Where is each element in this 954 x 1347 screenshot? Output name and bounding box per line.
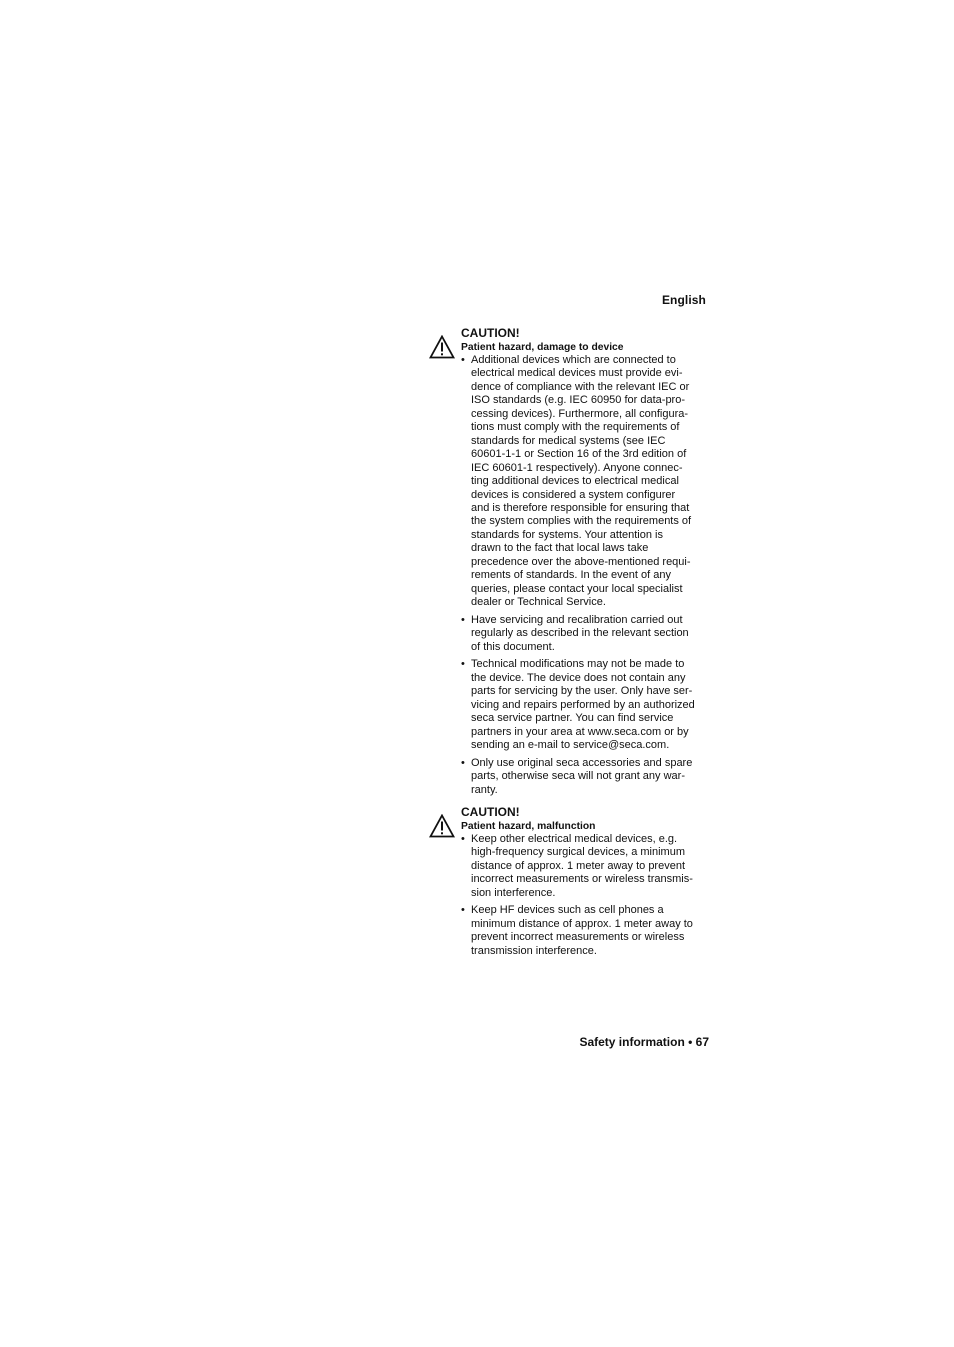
text-line: dealer or Technical Service. (471, 596, 606, 609)
text-line: cessing devices). Furthermore, all configura- (471, 407, 689, 420)
text-line: prevent incorrect measurements or wireless (471, 931, 685, 944)
list-item (461, 354, 711, 610)
text-line: standards for medical systems (see IEC (471, 434, 666, 447)
bullet: • (461, 658, 465, 671)
text-line: queries, please contact your local specialist (471, 582, 683, 595)
text-line: Additional devices which are connected to (471, 354, 676, 366)
caution-list (461, 354, 711, 797)
text-line: distance of approx. 1 meter away to prevent (471, 859, 686, 872)
text-line: Have servicing and recalibration carried out (471, 613, 683, 626)
text-line: incorrect measurements or wireless transmis- (471, 873, 693, 886)
text-line: electrical medical devices must provide evi- (471, 367, 683, 380)
warning-triangle-icon (429, 335, 455, 359)
list-item (461, 757, 711, 797)
warning-triangle-icon (429, 814, 455, 838)
text-line: vicing and repairs performed by an authorized (471, 698, 695, 711)
text-line: ranty. (471, 783, 498, 796)
list-item (461, 833, 711, 900)
list-item (461, 614, 711, 654)
hazard-subheading: Patient hazard, malfunction (461, 821, 596, 832)
text-line: devices is considered a system configurer (471, 488, 676, 501)
text-line: sion interference. (471, 886, 556, 899)
text-line: seca service partner. You can find service (471, 712, 674, 725)
text-line: rements of standards. In the event of any (471, 569, 671, 582)
text-line: Only use original seca accessories and spare (471, 756, 693, 769)
text-line: ting additional devices to electrical medical (471, 475, 679, 488)
bullet: • (461, 613, 465, 626)
text-line: Technical modifications may not be made to (471, 658, 685, 671)
caution-heading: CAUTION! (461, 326, 520, 340)
text-line: standards for systems. Your attention is (471, 528, 663, 541)
text-line: Keep other electrical medical devices, e.g. (471, 833, 678, 845)
text-line: Keep HF devices such as cell phones a (471, 904, 664, 917)
bullet: • (461, 756, 465, 769)
hazard-subheading: Patient hazard, damage to device (461, 342, 624, 353)
text-line: precedence over the above-mentioned requi- (471, 555, 691, 568)
text-line: IEC 60601-1 respectively). Anyone connec- (471, 461, 683, 474)
bullet: • (461, 354, 465, 366)
text-line: drawn to the fact that local laws take (471, 542, 649, 555)
text-line: tions must comply with the requirements of (471, 421, 680, 434)
language-label: English (661, 293, 706, 307)
text-line: partners in your area at www.seca.com or by (471, 725, 689, 738)
bullet: • (461, 904, 465, 917)
list-item (461, 904, 711, 958)
text-line: the system complies with the requirements of (471, 515, 692, 528)
text-line: and is therefore responsible for ensuring that (471, 501, 690, 514)
caution-list (461, 833, 711, 958)
text-line: dence of compliance with the relevant IEC or (471, 380, 690, 393)
text-line: regularly as described in the relevant section (471, 627, 689, 640)
page-footer: Safety information • 67 (579, 1035, 709, 1049)
text-line: 60601-1-1 or Section 16 of the 3rd edition of (471, 448, 687, 461)
text-line: minimum distance of approx. 1 meter away to (471, 917, 693, 930)
text-line: ISO standards (e.g. IEC 60950 for data-pro- (471, 394, 686, 407)
text-line: sending an e-mail to service@seca.com. (471, 739, 670, 752)
text-line: transmission interference. (471, 944, 597, 957)
text-line: parts, otherwise seca will not grant any war- (471, 770, 685, 783)
text-line: high-frequency surgical devices, a minimum (471, 846, 685, 859)
caution-heading: CAUTION! (461, 805, 520, 819)
text-line: the device. The device does not contain any (471, 671, 686, 684)
text-line: of this document. (471, 640, 555, 653)
caution-section-device-damage (461, 326, 711, 801)
text-line: parts for servicing by the user. Only have ser- (471, 685, 693, 698)
list-item (461, 658, 711, 752)
bullet: • (461, 833, 465, 845)
caution-section-malfunction (461, 805, 711, 962)
